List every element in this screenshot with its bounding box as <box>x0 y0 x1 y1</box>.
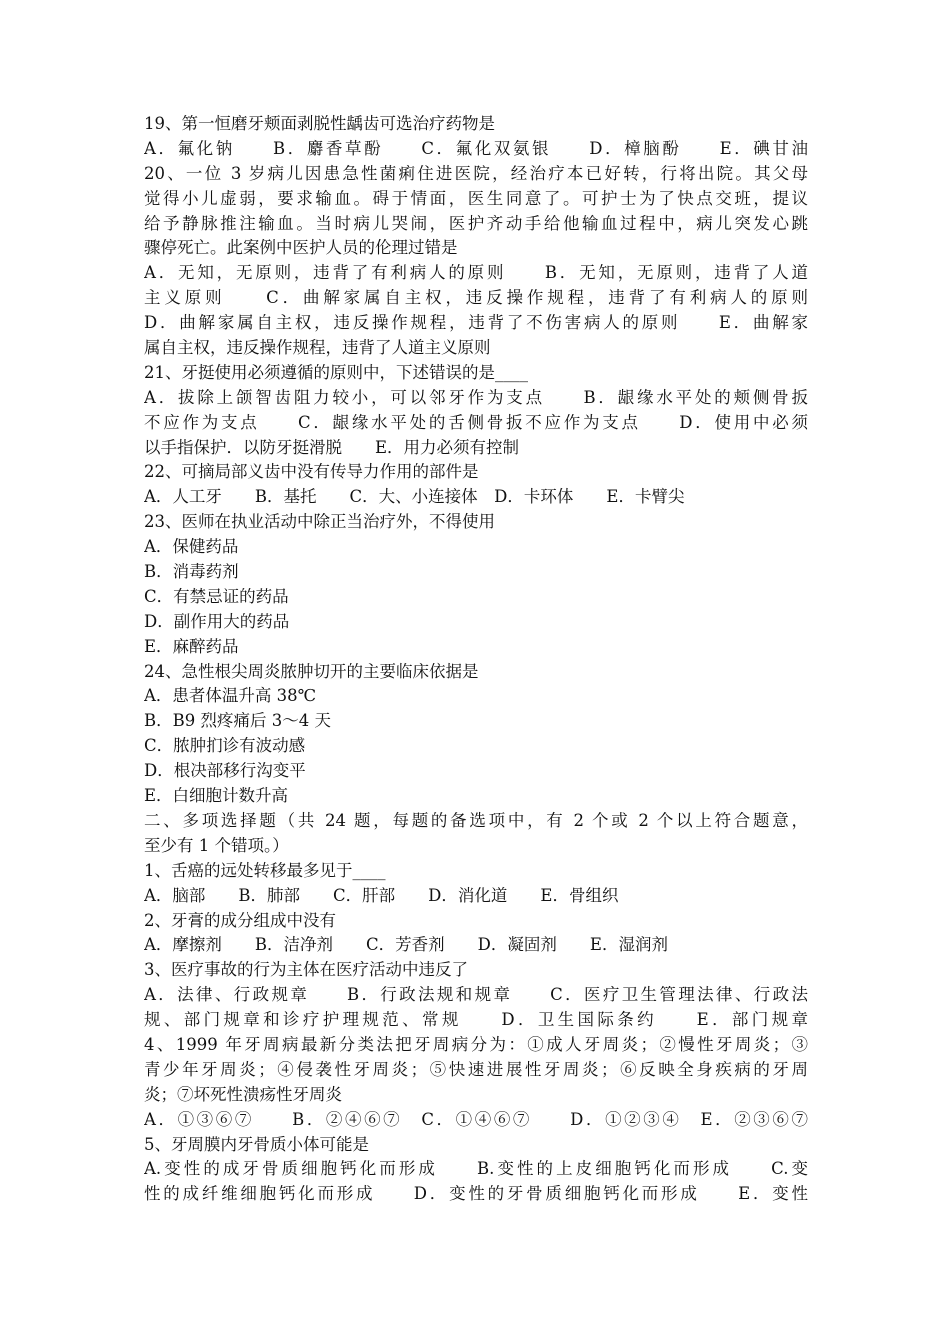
text-line: A．患者体温升高 38℃ <box>144 686 317 706</box>
text-line: 主义原则 C．曲解家属自主权，违反操作规程，违背了有利病人的原则 <box>144 288 808 308</box>
text-line: 至少有 1 个错项。） <box>144 835 289 855</box>
text-line: 20、一位 3 岁病儿因患急性菌痢住进医院，经治疗本已好转，行将出院。其父母 <box>144 163 808 183</box>
text-line: 24、急性根尖周炎脓肿切开的主要临床依据是 <box>144 661 479 681</box>
text-line: A．保健药品 <box>144 537 239 557</box>
text-line: A．氟化钠 B．麝香草酚 C．氟化双氨银 D．樟脑酚 E．碘甘油 <box>144 138 808 158</box>
text-line: D．根决部移行沟变平 <box>144 761 306 781</box>
text-line: C．脓肿扪诊有波动感 <box>144 736 306 756</box>
text-line: 3、医疗事故的行为主体在医疗活动中违反了 <box>144 960 468 980</box>
text-line: A．脑部 B．肺部 C．肝部 D．消化道 E．骨组织 <box>144 885 619 905</box>
text-line: 23、医师在执业活动中除正当治疗外，不得使用 <box>144 512 495 532</box>
text-line: A.变性的成牙骨质细胞钙化而形成 B.变性的上皮细胞钙化而形成 C.变 <box>144 1159 808 1179</box>
text-line: A．①③⑥⑦ B．②④⑥⑦ C．①④⑥⑦ D．①②③④ E．②③⑥⑦ <box>144 1109 808 1129</box>
text-line: A．人工牙 B．基托 C．大、小连接体 D．卡环体 E．卡臂尖 <box>144 487 685 507</box>
text-line: E．麻醉药品 <box>144 636 239 656</box>
text-line: 以手指保护．以防牙挺滑脱 E．用力必须有控制 <box>144 437 520 457</box>
text-line: A．法律、行政规章 B．行政法规和规章 C．医疗卫生管理法律、行政法 <box>144 985 808 1005</box>
text-line: D．曲解家属自主权，违反操作规程，违背了不伤害病人的原则 E．曲解家 <box>144 313 808 333</box>
text-line: 性的成纤维细胞钙化而形成 D．变性的牙骨质细胞钙化而形成 E．变性 <box>144 1184 808 1204</box>
text-line: 4、1999 年牙周病最新分类法把牙周病分为：①成人牙周炎；②慢性牙周炎；③ <box>144 1034 808 1054</box>
text-line: B．消毒药剂 <box>144 562 239 582</box>
text-line: 21、牙挺使用必须遵循的原则中，下述错误的是____ <box>144 362 528 382</box>
document-page <box>144 112 808 1207</box>
text-line: 炎；⑦坏死性溃疡性牙周炎 <box>144 1084 342 1104</box>
text-line: B．B9 烈疼痛后 3～4 天 <box>144 711 331 731</box>
text-line: 给予静脉推注输血。当时病儿哭闹，医护齐动手给他输血过程中，病儿突发心跳 <box>144 213 808 233</box>
text-line: 觉得小儿虚弱，要求输血。碍于情面，医生同意了。可护士为了快点交班，提议 <box>144 188 808 208</box>
text-line: 22、可摘局部义齿中没有传导力作用的部件是 <box>144 462 479 482</box>
text-line: E．白细胞计数升高 <box>144 786 289 806</box>
text-line: 19、第一恒磨牙颊面剥脱性龋齿可选治疗药物是 <box>144 114 495 133</box>
text-line: A．摩擦剂 B．洁净剂 C．芳香剂 D．凝固剂 E．湿润剂 <box>144 935 668 955</box>
text-line: 二、多项选择题（共 24 题，每题的备选项中，有 2 个或 2 个以上符合题意， <box>144 810 808 830</box>
text-line: 青少年牙周炎；④侵袭性牙周炎；⑤快速进展性牙周炎；⑥反映全身疾病的牙周 <box>144 1059 808 1079</box>
text-line: A．无知，无原则，违背了有利病人的原则 B．无知，无原则，违背了人道 <box>144 263 808 283</box>
text-line: 1、舌癌的远处转移最多见于____ <box>144 860 386 880</box>
text-line: C．有禁忌证的药品 <box>144 586 289 606</box>
text-line: 2、牙膏的成分组成中没有 <box>144 910 336 930</box>
text-line: 5、牙周膜内牙骨质小体可能是 <box>144 1134 369 1154</box>
text-line: 属自主权，违反操作规程，违背了人道主义原则 <box>144 338 491 358</box>
text-line: 不应作为支点 C．龈缘水平处的舌侧骨扳不应作为支点 D．使用中必须 <box>144 412 808 432</box>
text-line: D．副作用大的药品 <box>144 611 290 631</box>
text-line: A．拔除上颌智齿阻力较小，可以邻牙作为支点 B．龈缘水平处的颊侧骨扳 <box>144 387 808 407</box>
text-line: 规、部门规章和诊疗护理规范、常规 D．卫生国际条约 E．部门规章 <box>144 1010 808 1030</box>
text-line: 骤停死亡。此案例中医护人员的伦理过错是 <box>144 238 458 258</box>
